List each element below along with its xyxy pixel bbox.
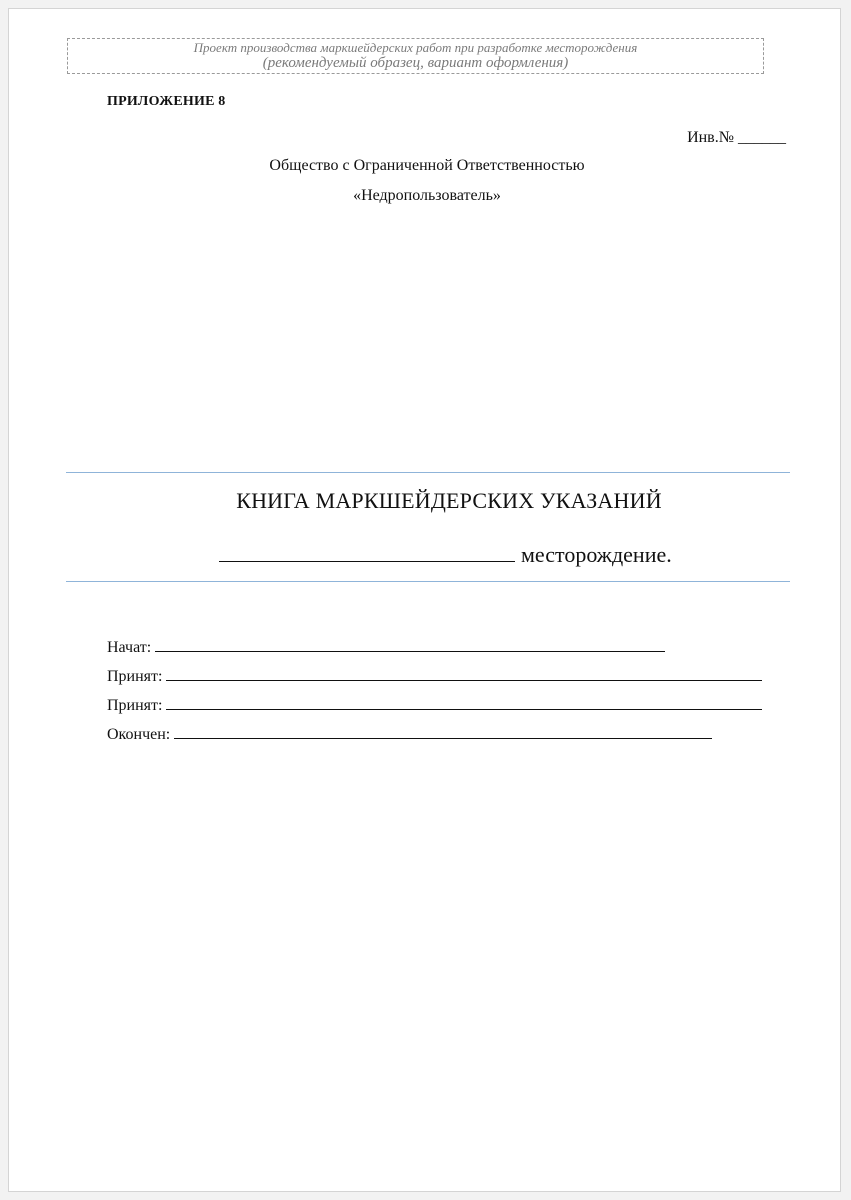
accepted-field-1: [107, 668, 762, 686]
started-field: [107, 639, 665, 657]
running-header-line-2: (рекомендуемый образец, вариант оформления): [262, 55, 569, 71]
accepted-blank-1: [166, 680, 762, 681]
deposit-name-blank: [219, 561, 515, 562]
inventory-number: Инв.№ ______: [687, 129, 786, 146]
accepted-label-2: Принят:: [107, 697, 163, 714]
finished-field: [107, 726, 712, 744]
document-page: [8, 8, 841, 1192]
running-header-line-1: Проект производства маркшейдерских работ при разработке месторождения: [193, 40, 638, 55]
running-header: [67, 38, 764, 74]
accepted-blank-2: [166, 709, 762, 710]
started-label: Начат:: [107, 639, 152, 656]
deposit-line: [219, 542, 672, 568]
deposit-suffix: месторождение.: [521, 542, 672, 567]
finished-label: Окончен:: [107, 726, 171, 743]
finished-blank: [174, 738, 712, 739]
title-bottom-rule: [66, 581, 790, 582]
accepted-field-2: [107, 697, 762, 715]
title-top-rule: [66, 472, 790, 473]
accepted-label-1: Принят:: [107, 668, 163, 685]
started-blank: [155, 651, 665, 652]
organization-type: Общество с Ограниченной Ответственностью: [269, 157, 585, 174]
book-title: КНИГА МАРКШЕЙДЕРСКИХ УКАЗАНИЙ: [236, 488, 662, 513]
organization-name: «Недропользователь»: [353, 187, 501, 204]
appendix-label: ПРИЛОЖЕНИЕ 8: [107, 94, 226, 109]
